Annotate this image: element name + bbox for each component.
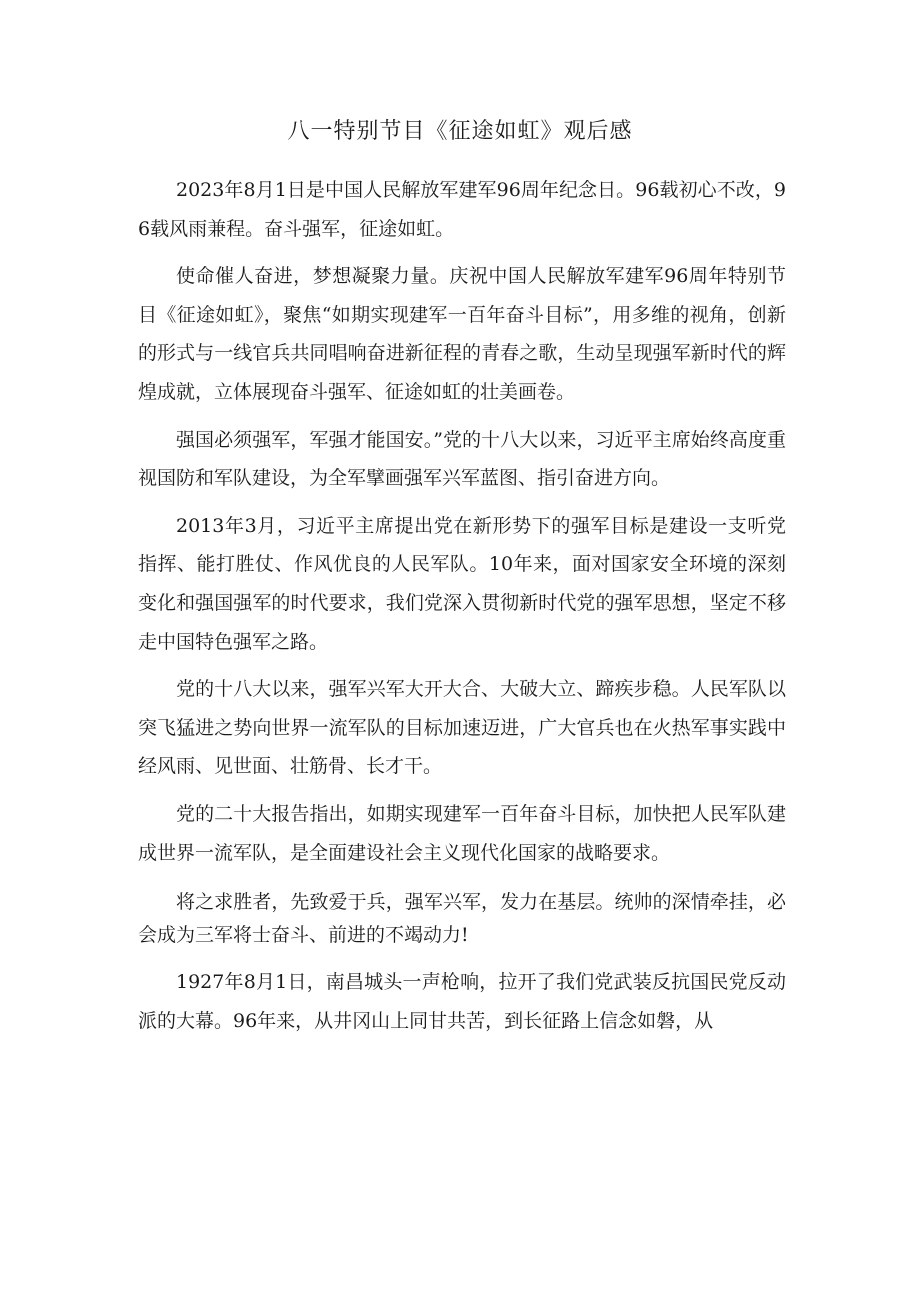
paragraph-6: 党的二十大报告指出，如期实现建军一百年奋斗目标，加快把人民军队建成世界一流军队，是全面建设社会主义现代化国家的战略要求。 bbox=[138, 802, 786, 864]
paragraph-5: 党的十八大以来，强军兴军大开大合、大破大立、蹄疾步稳。人民军队以突飞猛进之势向世界一流军队的目标加速迈进，广大官兵也在火热军事实践中经风雨、见世面、壮筋骨、长才干。 bbox=[138, 678, 786, 778]
paragraph-4: 2013年3月，习近平主席提出党在新形势下的强军目标是建设一支听党指挥、能打胜仗、作风优良的人民军队。10年来，面对国家安全环境的深刻变化和强国强军的时代要求，我们党深入贯彻新时代党的强军思想，坚定不移走中国特色强军之路。 bbox=[138, 514, 786, 653]
paragraph-1: 2023年8月1日是中国人民解放军建军96周年纪念日。96载初心不改，96载风雨兼程。奋斗强军，征途如虹。 bbox=[138, 179, 786, 240]
paragraph-7: 将之求胜者，先致爱于兵，强军兴军，发力在基层。统帅的深情牵挂，必会成为三军将士奋斗、前进的不竭动力! bbox=[138, 891, 786, 947]
paragraph-8: 1927年8月1日，南昌城头一声枪响，拉开了我们党武装反抗国民党反动派的大幕。96年来，从井冈山上同甘共苦，到长征路上信念如磐，从 bbox=[138, 971, 786, 1032]
paragraph-2: 使命催人奋进，梦想凝聚力量。庆祝中国人民解放军建军96周年特别节目《征途如虹》，聚焦“如期实现建军一百年奋斗目标”，用多维的视角，创新的形式与一线官兵共同唱响奋进新征程的青春之歌，生动呈现强军新时代的辉煌成就，立体展现奋斗强军、征途如虹的壮美画卷。 bbox=[138, 265, 786, 403]
paragraph-3: 强国必须强军，军强才能国安。”党的十八大以来，习近平主席始终高度重视国防和军队建设，为全军擘画强军兴军蓝图、指引奋进方向。 bbox=[138, 428, 786, 490]
document-title: 八一特别节目《征途如虹》观后感 bbox=[287, 119, 633, 144]
document-body bbox=[138, 171, 786, 1040]
